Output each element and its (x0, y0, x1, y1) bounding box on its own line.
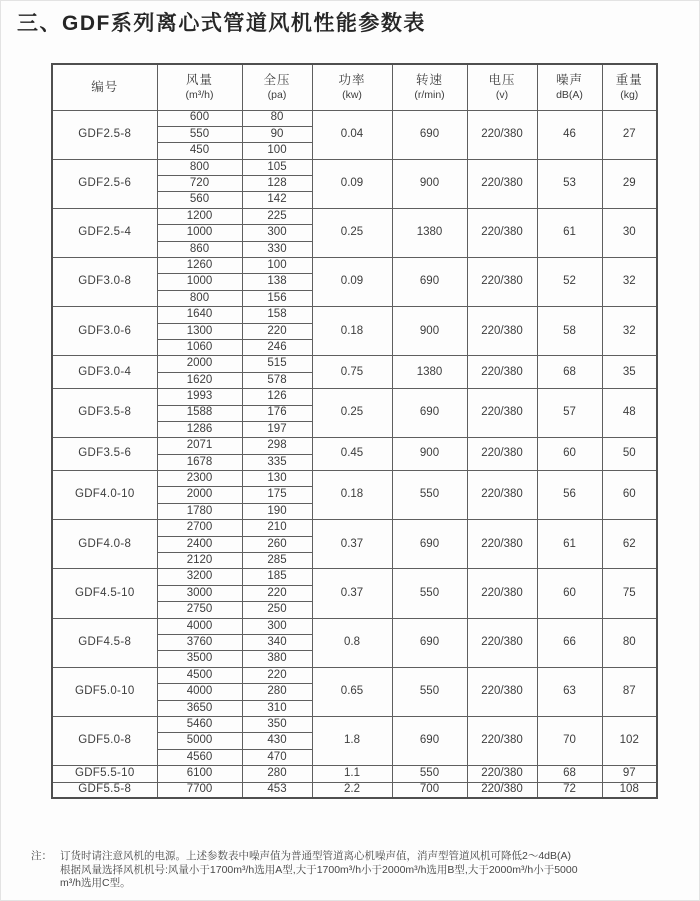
pressure-cell: 470 (242, 749, 312, 765)
flow-cell: 2300 (157, 471, 242, 487)
pressure-cell: 185 (242, 569, 312, 585)
pressure-cell: 142 (242, 192, 312, 208)
weight-cell: 30 (602, 208, 657, 257)
voltage-cell: 220/380 (467, 520, 537, 569)
flow-cell: 7700 (157, 782, 242, 798)
flow-cell: 5000 (157, 733, 242, 749)
power-cell: 1.1 (312, 766, 392, 782)
column-header-label: 重量 (615, 73, 643, 88)
pressure-cell: 175 (242, 487, 312, 503)
voltage-cell: 220/380 (467, 438, 537, 471)
model-cell: GDF5.5-8 (52, 782, 157, 798)
pressure-cell: 335 (242, 454, 312, 470)
weight-cell: 32 (602, 307, 657, 356)
noise-cell: 61 (537, 208, 602, 257)
weight-cell: 75 (602, 569, 657, 618)
column-header (537, 64, 602, 110)
column-header (52, 64, 157, 110)
noise-cell: 56 (537, 471, 602, 520)
pressure-cell: 578 (242, 372, 312, 388)
column-header-unit: (kg) (620, 89, 639, 102)
table-row (52, 716, 657, 732)
column-header (157, 64, 242, 110)
pressure-cell: 158 (242, 307, 312, 323)
column-header-label: 编号 (91, 80, 119, 95)
column-header (392, 64, 467, 110)
pressure-cell: 138 (242, 274, 312, 290)
pressure-cell: 515 (242, 356, 312, 372)
noise-cell: 72 (537, 782, 602, 798)
noise-cell: 46 (537, 110, 602, 159)
power-cell: 0.75 (312, 356, 392, 389)
pressure-cell: 246 (242, 339, 312, 355)
voltage-cell: 220/380 (467, 307, 537, 356)
flow-cell: 1060 (157, 339, 242, 355)
weight-cell: 102 (602, 716, 657, 765)
pressure-cell: 126 (242, 389, 312, 405)
power-cell: 0.8 (312, 618, 392, 667)
footnote-line: 订货时请注意风机的电源。上述参数表中噪声值为普通型管道离心机噪声值，消声型管道风机可降低2～4dB(A) (60, 850, 572, 862)
table-row (52, 307, 657, 323)
weight-cell: 27 (602, 110, 657, 159)
flow-cell: 6100 (157, 766, 242, 782)
pressure-cell: 90 (242, 126, 312, 142)
flow-cell: 2071 (157, 438, 242, 454)
flow-cell: 550 (157, 126, 242, 142)
column-header (242, 64, 312, 110)
weight-cell: 108 (602, 782, 657, 798)
table-row (52, 110, 657, 126)
noise-cell: 52 (537, 258, 602, 307)
speed-cell: 900 (392, 438, 467, 471)
flow-cell: 3760 (157, 635, 242, 651)
flow-cell: 800 (157, 290, 242, 306)
flow-cell: 5460 (157, 716, 242, 732)
power-cell: 0.18 (312, 307, 392, 356)
pressure-cell: 100 (242, 258, 312, 274)
voltage-cell: 220/380 (467, 471, 537, 520)
weight-cell: 50 (602, 438, 657, 471)
column-header (467, 64, 537, 110)
power-cell: 0.04 (312, 110, 392, 159)
weight-cell: 60 (602, 471, 657, 520)
noise-cell: 70 (537, 716, 602, 765)
footnote-label: 注： (31, 850, 52, 862)
model-cell: GDF5.5-10 (52, 766, 157, 782)
pressure-cell: 300 (242, 618, 312, 634)
column-header-unit: (m³/h) (185, 89, 214, 102)
table-row (52, 471, 657, 487)
flow-cell: 2000 (157, 356, 242, 372)
power-cell: 0.25 (312, 208, 392, 257)
table-row (52, 438, 657, 454)
column-header-unit: (v) (495, 89, 509, 102)
table-row (52, 667, 657, 683)
flow-cell: 1000 (157, 274, 242, 290)
noise-cell: 60 (537, 569, 602, 618)
speed-cell: 690 (392, 618, 467, 667)
speed-cell: 1380 (392, 356, 467, 389)
weight-cell: 97 (602, 766, 657, 782)
noise-cell: 53 (537, 159, 602, 208)
power-cell: 0.25 (312, 389, 392, 438)
flow-cell: 1640 (157, 307, 242, 323)
flow-cell: 4000 (157, 618, 242, 634)
voltage-cell: 220/380 (467, 389, 537, 438)
power-cell: 0.37 (312, 520, 392, 569)
pressure-cell: 197 (242, 421, 312, 437)
table-body (52, 110, 657, 798)
flow-cell: 1000 (157, 225, 242, 241)
power-cell: 0.18 (312, 471, 392, 520)
speed-cell: 690 (392, 110, 467, 159)
flow-cell: 1286 (157, 421, 242, 437)
column-header-unit: dB(A) (556, 89, 583, 102)
speed-cell: 900 (392, 159, 467, 208)
power-cell: 0.09 (312, 159, 392, 208)
flow-cell: 2700 (157, 520, 242, 536)
model-cell: GDF2.5-8 (52, 110, 157, 159)
model-cell: GDF3.0-4 (52, 356, 157, 389)
model-cell: GDF3.5-8 (52, 389, 157, 438)
flow-cell: 2400 (157, 536, 242, 552)
flow-cell: 1678 (157, 454, 242, 470)
column-header-label: 电压 (488, 73, 516, 88)
footnote (31, 850, 691, 891)
pressure-cell: 130 (242, 471, 312, 487)
flow-cell: 4500 (157, 667, 242, 683)
table-header-row (52, 64, 657, 110)
pressure-cell: 280 (242, 766, 312, 782)
noise-cell: 68 (537, 766, 602, 782)
pressure-cell: 80 (242, 110, 312, 126)
table-header (52, 64, 657, 110)
noise-cell: 57 (537, 389, 602, 438)
table-row (52, 389, 657, 405)
pressure-cell: 176 (242, 405, 312, 421)
speed-cell: 550 (392, 667, 467, 716)
fan-spec-table (51, 63, 658, 799)
flow-cell: 1200 (157, 208, 242, 224)
power-cell: 0.37 (312, 569, 392, 618)
voltage-cell: 220/380 (467, 356, 537, 389)
power-cell: 0.45 (312, 438, 392, 471)
pressure-cell: 285 (242, 553, 312, 569)
speed-cell: 1380 (392, 208, 467, 257)
voltage-cell: 220/380 (467, 618, 537, 667)
flow-cell: 3200 (157, 569, 242, 585)
pressure-cell: 350 (242, 716, 312, 732)
flow-cell: 3650 (157, 700, 242, 716)
flow-cell: 3500 (157, 651, 242, 667)
pressure-cell: 298 (242, 438, 312, 454)
model-cell: GDF2.5-6 (52, 159, 157, 208)
model-cell: GDF4.5-8 (52, 618, 157, 667)
speed-cell: 690 (392, 520, 467, 569)
weight-cell: 35 (602, 356, 657, 389)
pressure-cell: 190 (242, 503, 312, 519)
pressure-cell: 280 (242, 684, 312, 700)
weight-cell: 80 (602, 618, 657, 667)
column-header-unit: (kw) (342, 89, 362, 102)
power-cell: 2.2 (312, 782, 392, 798)
table-row (52, 569, 657, 585)
table-row (52, 766, 657, 782)
flow-cell: 3000 (157, 585, 242, 601)
noise-cell: 60 (537, 438, 602, 471)
column-header-unit: (pa) (267, 89, 287, 102)
pressure-cell: 100 (242, 143, 312, 159)
pressure-cell: 310 (242, 700, 312, 716)
weight-cell: 62 (602, 520, 657, 569)
power-cell: 0.65 (312, 667, 392, 716)
flow-cell: 720 (157, 176, 242, 192)
model-cell: GDF4.5-10 (52, 569, 157, 618)
speed-cell: 690 (392, 716, 467, 765)
speed-cell: 550 (392, 471, 467, 520)
speed-cell: 690 (392, 389, 467, 438)
table-row (52, 618, 657, 634)
power-cell: 1.8 (312, 716, 392, 765)
flow-cell: 2000 (157, 487, 242, 503)
flow-cell: 560 (157, 192, 242, 208)
power-cell: 0.09 (312, 258, 392, 307)
pressure-cell: 156 (242, 290, 312, 306)
table-row (52, 356, 657, 372)
table-row (52, 208, 657, 224)
flow-cell: 2120 (157, 553, 242, 569)
pressure-cell: 330 (242, 241, 312, 257)
voltage-cell: 220/380 (467, 208, 537, 257)
model-cell: GDF3.5-6 (52, 438, 157, 471)
flow-cell: 860 (157, 241, 242, 257)
noise-cell: 61 (537, 520, 602, 569)
speed-cell: 550 (392, 569, 467, 618)
pressure-cell: 260 (242, 536, 312, 552)
column-header-label: 风量 (185, 73, 213, 88)
column-header (602, 64, 657, 110)
flow-cell: 1993 (157, 389, 242, 405)
flow-cell: 600 (157, 110, 242, 126)
weight-cell: 29 (602, 159, 657, 208)
column-header-label: 功率 (338, 73, 366, 88)
voltage-cell: 220/380 (467, 258, 537, 307)
pressure-cell: 220 (242, 585, 312, 601)
column-header (312, 64, 392, 110)
pressure-cell: 210 (242, 520, 312, 536)
flow-cell: 4560 (157, 749, 242, 765)
flow-cell: 1620 (157, 372, 242, 388)
flow-cell: 4000 (157, 684, 242, 700)
pressure-cell: 128 (242, 176, 312, 192)
voltage-cell: 220/380 (467, 110, 537, 159)
pressure-cell: 220 (242, 667, 312, 683)
model-cell: GDF4.0-10 (52, 471, 157, 520)
model-cell: GDF4.0-8 (52, 520, 157, 569)
pressure-cell: 300 (242, 225, 312, 241)
pressure-cell: 453 (242, 782, 312, 798)
flow-cell: 800 (157, 159, 242, 175)
footnote-line: m³/h选用C型。 (60, 877, 131, 889)
flow-cell: 1300 (157, 323, 242, 339)
noise-cell: 66 (537, 618, 602, 667)
table-row (52, 258, 657, 274)
voltage-cell: 220/380 (467, 569, 537, 618)
flow-cell: 450 (157, 143, 242, 159)
voltage-cell: 220/380 (467, 716, 537, 765)
model-cell: GDF5.0-8 (52, 716, 157, 765)
flow-cell: 1588 (157, 405, 242, 421)
footnote-text (60, 850, 691, 891)
model-cell: GDF3.0-6 (52, 307, 157, 356)
column-header-unit: (r/min) (414, 89, 445, 102)
weight-cell: 32 (602, 258, 657, 307)
model-cell: GDF3.0-8 (52, 258, 157, 307)
table-row (52, 782, 657, 798)
noise-cell: 58 (537, 307, 602, 356)
noise-cell: 68 (537, 356, 602, 389)
speed-cell: 700 (392, 782, 467, 798)
speed-cell: 900 (392, 307, 467, 356)
noise-cell: 63 (537, 667, 602, 716)
model-cell: GDF5.0-10 (52, 667, 157, 716)
page-title: 三、GDF系列离心式管道风机性能参数表 (17, 12, 426, 35)
table-row (52, 520, 657, 536)
pressure-cell: 380 (242, 651, 312, 667)
voltage-cell: 220/380 (467, 782, 537, 798)
flow-cell: 1260 (157, 258, 242, 274)
weight-cell: 87 (602, 667, 657, 716)
weight-cell: 48 (602, 389, 657, 438)
pressure-cell: 340 (242, 635, 312, 651)
pressure-cell: 250 (242, 602, 312, 618)
flow-cell: 2750 (157, 602, 242, 618)
flow-cell: 1780 (157, 503, 242, 519)
voltage-cell: 220/380 (467, 766, 537, 782)
voltage-cell: 220/380 (467, 159, 537, 208)
pressure-cell: 220 (242, 323, 312, 339)
footnote-line: 根据风量选择风机机号:风量小于1700m³/h选用A型,大于1700m³/h小于2000m³/h选用B型,大于2000m³/h小于5000 (60, 863, 578, 876)
column-header-label: 转速 (415, 73, 443, 88)
column-header-label: 全压 (263, 73, 291, 88)
voltage-cell: 220/380 (467, 667, 537, 716)
column-header-label: 噪声 (555, 73, 583, 88)
speed-cell: 550 (392, 766, 467, 782)
pressure-cell: 105 (242, 159, 312, 175)
table-row (52, 159, 657, 175)
pressure-cell: 430 (242, 733, 312, 749)
pressure-cell: 225 (242, 208, 312, 224)
model-cell: GDF2.5-4 (52, 208, 157, 257)
speed-cell: 690 (392, 258, 467, 307)
